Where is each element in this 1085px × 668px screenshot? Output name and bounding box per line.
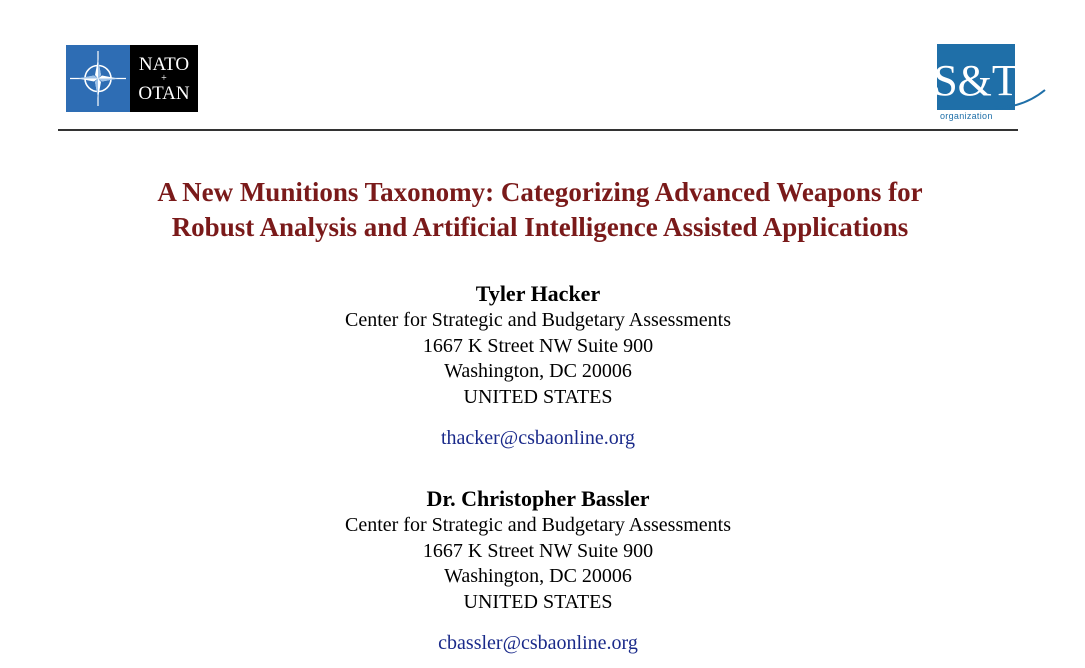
- author-country: UNITED STATES: [463, 590, 613, 613]
- author-block-1: [238, 280, 838, 451]
- nato-wordmark: [130, 45, 198, 112]
- header-divider: [58, 129, 1018, 131]
- author-name: Dr. Christopher Bassler: [426, 486, 650, 511]
- author-country: UNITED STATES: [463, 385, 613, 408]
- st-logo-mark: S&T: [933, 56, 1019, 105]
- title-line-1: A New Munitions Taxonomy: Categorizing Advanced Weapons for: [157, 177, 923, 207]
- nato-line2: OTAN: [138, 82, 190, 104]
- nato-separator: +: [161, 72, 167, 84]
- author-name: Tyler Hacker: [475, 281, 601, 306]
- author-city: Washington, DC 20006: [444, 565, 632, 587]
- author-block-2: [238, 485, 838, 656]
- title-line-2: Robust Analysis and Artificial Intelligence Assisted Applications: [171, 212, 909, 242]
- author-email-link[interactable]: cbassler@csbaonline.org: [438, 632, 638, 654]
- author-affiliation: Center for Strategic and Budgetary Assessments: [344, 514, 732, 536]
- nato-logo: [66, 45, 198, 112]
- author-affiliation: Center for Strategic and Budgetary Assessments: [344, 309, 732, 331]
- st-logo-subtext: organization: [940, 111, 993, 121]
- author-street: 1667 K Street NW Suite 900: [422, 539, 654, 562]
- author-street: 1667 K Street NW Suite 900: [422, 334, 654, 357]
- author-city: Washington, DC 20006: [444, 360, 632, 382]
- nato-line1: NATO: [138, 53, 190, 75]
- paper-title: [40, 175, 1040, 245]
- author-email-link[interactable]: thacker@csbaonline.org: [440, 427, 636, 449]
- nato-compass-icon: [66, 45, 130, 112]
